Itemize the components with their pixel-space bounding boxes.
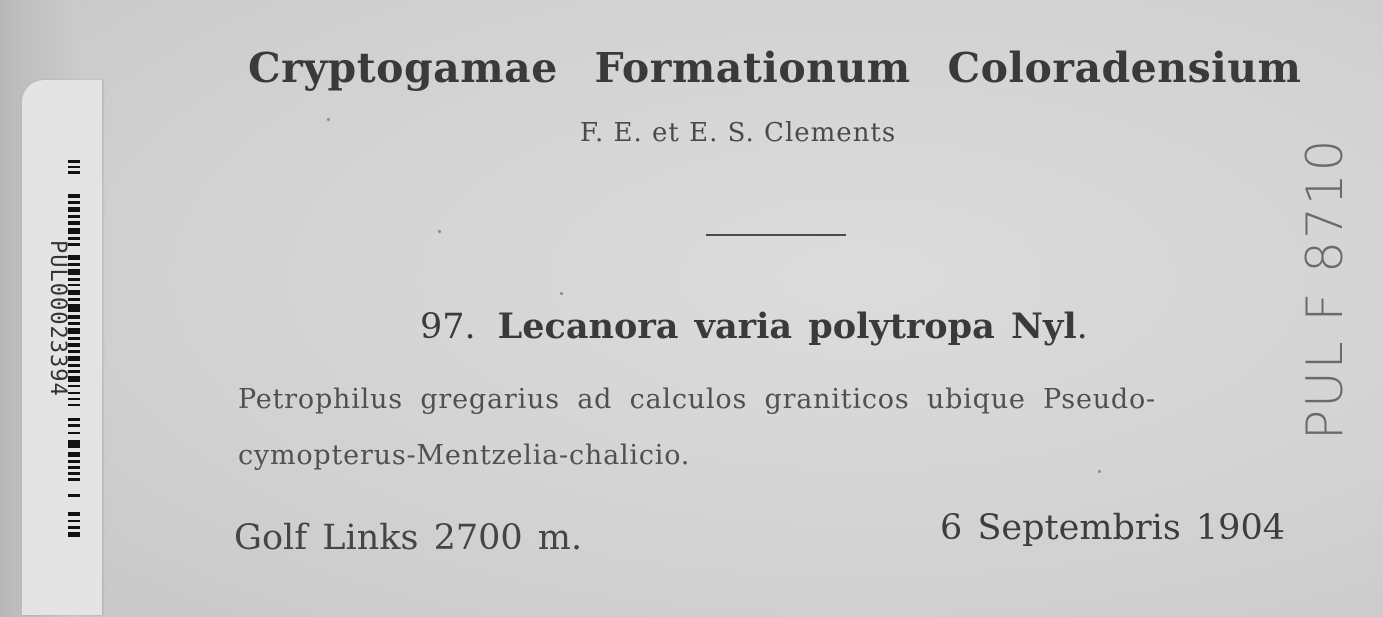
habitat-description: [238, 372, 1298, 484]
paper-speck: [438, 230, 441, 233]
specimen-number: 97.: [420, 307, 476, 347]
paper-speck: [1098, 470, 1101, 473]
paper-speck: [327, 118, 330, 121]
collection-title: Cryptogamae Formationum Coloradensium: [248, 44, 1302, 92]
collection-date: 6 Septembris 1904: [940, 508, 1285, 548]
species-heading: [420, 306, 1088, 347]
locality: Golf Links 2700 m.: [234, 518, 583, 558]
handwritten-accession-number: PUL F 8710: [1296, 137, 1354, 440]
species-name: Lecanora varia polytropa Nyl: [497, 306, 1077, 347]
divider-rule: [706, 234, 846, 236]
barcode-number: PUL00023394: [45, 240, 70, 397]
collectors: F. E. et E. S. Clements: [580, 118, 897, 148]
habitat-line-2: cymopterus-Mentzelia-chalicio.: [238, 440, 691, 471]
habitat-line-1: Petrophilus gregarius ad calculos graniticos ubique Pseudo-: [238, 384, 1156, 415]
paper-speck: [560, 292, 563, 295]
species-period: .: [1076, 307, 1088, 347]
